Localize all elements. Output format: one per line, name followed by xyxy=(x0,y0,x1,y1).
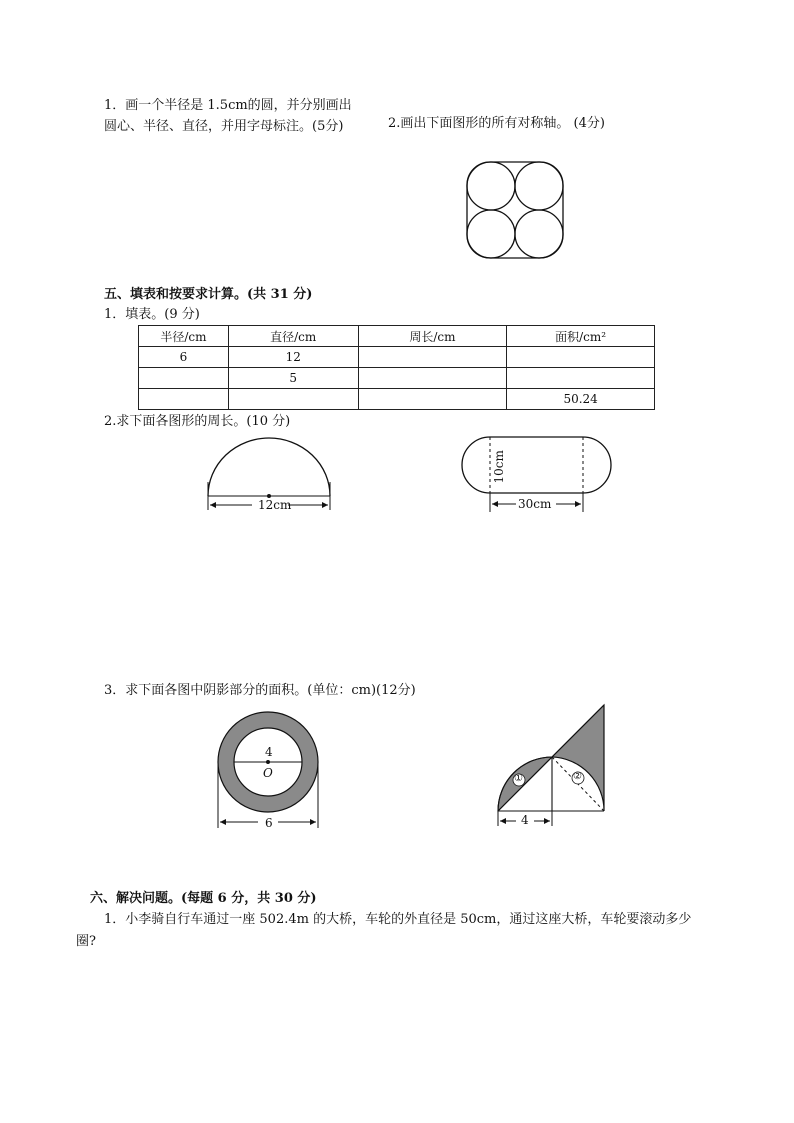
region-1-label: ① xyxy=(514,773,523,784)
table-row xyxy=(139,389,655,410)
section6-q1-line2: 圈? xyxy=(76,934,96,949)
header-circumference: 周长/cm xyxy=(358,326,507,347)
q2-text: 2.画出下面图形的所有对称轴。 (4分) xyxy=(388,116,605,131)
fill-table-title: 1．填表。(9 分) xyxy=(104,307,200,322)
table-header-row xyxy=(139,326,655,347)
header-radius: 半径/cm xyxy=(139,326,229,347)
table-cell[interactable] xyxy=(507,347,655,368)
table-cell[interactable]: 50.24 xyxy=(507,389,655,410)
table-cell[interactable] xyxy=(507,368,655,389)
shaded-title: 3．求下面各图中阴影部分的面积。(单位：cm)(12分) xyxy=(104,683,416,698)
ring-outer-diameter-label: 6 xyxy=(265,816,273,830)
fill-table xyxy=(138,325,655,410)
table-cell[interactable] xyxy=(139,368,229,389)
triangle-semicircle-figure xyxy=(494,700,614,830)
table-cell[interactable] xyxy=(358,347,507,368)
q1-line1: 1．画一个半径是 1.5cm的圆，并分别画出 xyxy=(104,98,352,113)
table-cell[interactable] xyxy=(358,368,507,389)
section5-title: 五、填表和按要求计算。(共 31 分) xyxy=(104,287,313,302)
ring-inner-diameter-label: 4 xyxy=(265,745,273,759)
q1-line2: 圆心、半径、直径，并用字母标注。(5分) xyxy=(104,119,344,134)
stadium-height-label: 10cm xyxy=(491,450,506,484)
table-cell[interactable] xyxy=(358,389,507,410)
table-cell[interactable]: 12 xyxy=(228,347,358,368)
ring-center-label: O xyxy=(263,766,273,780)
table-cell[interactable] xyxy=(228,389,358,410)
perimeter-title: 2.求下面各图形的周长。(10 分) xyxy=(104,414,291,429)
section6-q1-line1: 1．小李骑自行车通过一座 502.4m 的大桥，车轮的外直径是 50cm，通过这座大桥，车轮要滚动多少 xyxy=(104,912,692,927)
header-area: 面积/cm² xyxy=(507,326,655,347)
region-2-label: ② xyxy=(573,771,582,782)
table-row xyxy=(139,347,655,368)
table-row xyxy=(139,368,655,389)
table-cell[interactable]: 5 xyxy=(228,368,358,389)
header-diameter: 直径/cm xyxy=(228,326,358,347)
triangle-base-label: 4 xyxy=(521,813,529,827)
section6-title: 六、解决问题。(每题 6 分，共 30 分) xyxy=(90,891,317,906)
stadium-width-label: 30cm xyxy=(518,497,552,511)
table-cell[interactable]: 6 xyxy=(139,347,229,368)
four-circles-figure xyxy=(466,161,564,259)
table-cell[interactable] xyxy=(139,389,229,410)
semicircle-diameter-label: 12cm xyxy=(258,498,292,512)
